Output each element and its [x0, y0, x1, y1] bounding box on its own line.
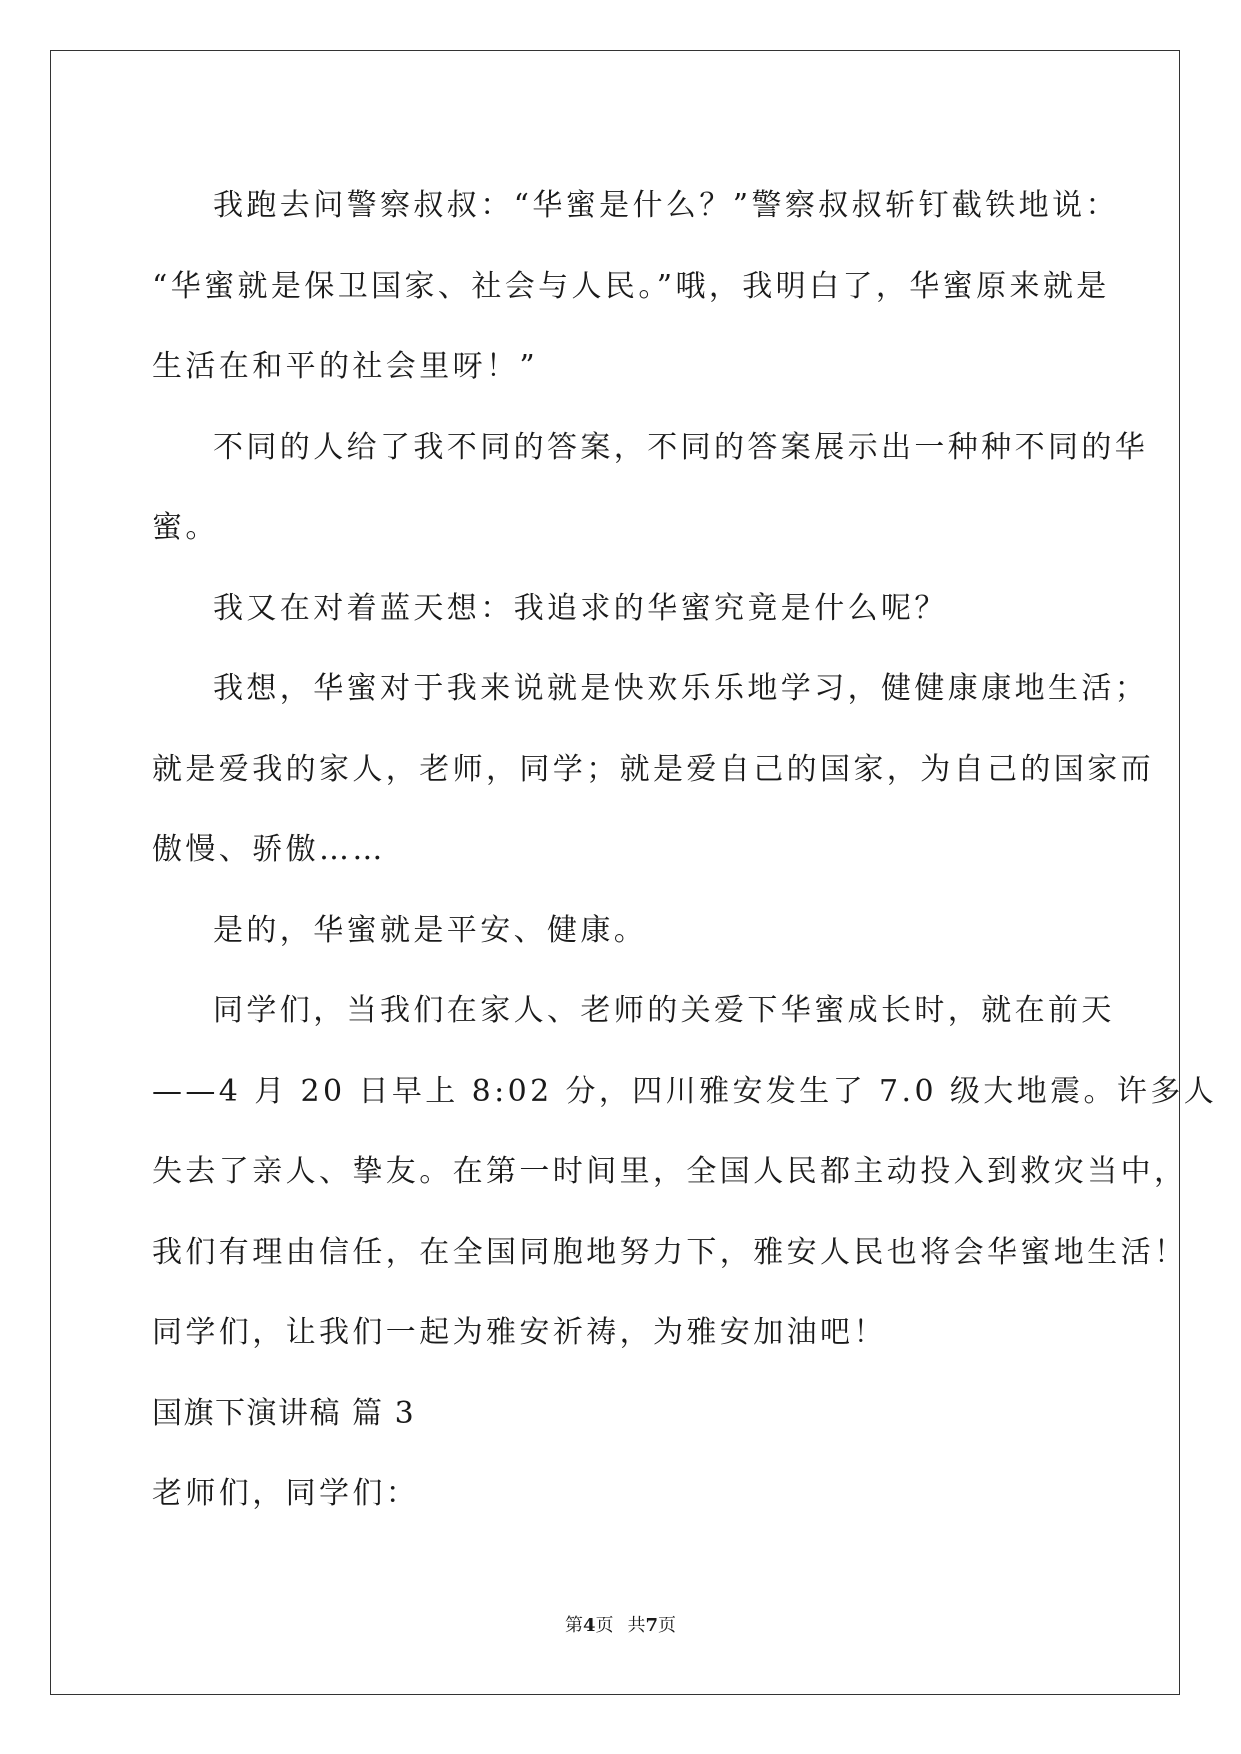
paragraph-line: 同学们，让我们一起为雅安祈祷，为雅安加油吧！	[152, 1315, 887, 1350]
paragraph-line: 就是爱我的家人，老师，同学；就是爱自己的国家，为自己的国家而	[152, 751, 1154, 787]
page-total: 7	[645, 1615, 659, 1636]
paragraph-line: 是的，华蜜就是平安、健康。	[213, 912, 648, 948]
section-heading: 国旗下演讲稿 篇 3	[152, 1395, 416, 1431]
paragraph-line: “华蜜就是保卫国家、社会与人民。”哦，我明白了，华蜜原来就是	[152, 268, 1110, 304]
page-unit: 页	[595, 1615, 614, 1636]
salutation-line: 老师们，同学们：	[152, 1476, 420, 1511]
paragraph-line: 失去了亲人、挚友。在第一时间里，全国人民都主动投入到救灾当中，	[152, 1154, 1188, 1189]
paragraph-line: 我们有理由信任，在全国同胞地努力下，雅安人民也将会华蜜地生活！	[152, 1234, 1188, 1270]
total-unit: 页	[658, 1615, 677, 1636]
page-current: 4	[582, 1615, 596, 1636]
paragraph-line: 生活在和平的社会里呀！”	[152, 349, 539, 384]
paragraph-line: ——4 月 20 日早上 8:02 分，四川雅安发生了 7.0 级大地震。许多人	[152, 1073, 1218, 1109]
page-footer	[0, 1611, 1241, 1637]
document-body	[152, 166, 1218, 1535]
paragraph-line: 不同的人给了我不同的答案，不同的答案展示出一种种不同的华	[213, 429, 1149, 465]
page-prefix: 第	[564, 1615, 583, 1636]
paragraph-line: 我跑去问警察叔叔：“华蜜是什么？”警察叔叔斩钉截铁地说：	[213, 188, 1119, 223]
paragraph-line: 我又在对着蓝天想：我追求的华蜜究竟是什么呢？	[213, 590, 948, 626]
paragraph-line: 蜜。	[152, 510, 219, 545]
paragraph-line: 我想，华蜜对于我来说就是快欢乐乐地学习，健健康康地生活；	[213, 671, 1149, 706]
paragraph-line: 傲慢、骄傲……	[152, 832, 386, 867]
paragraph-line: 同学们，当我们在家人、老师的关爱下华蜜成长时，就在前天	[213, 993, 1115, 1028]
total-prefix: 共	[627, 1615, 646, 1636]
